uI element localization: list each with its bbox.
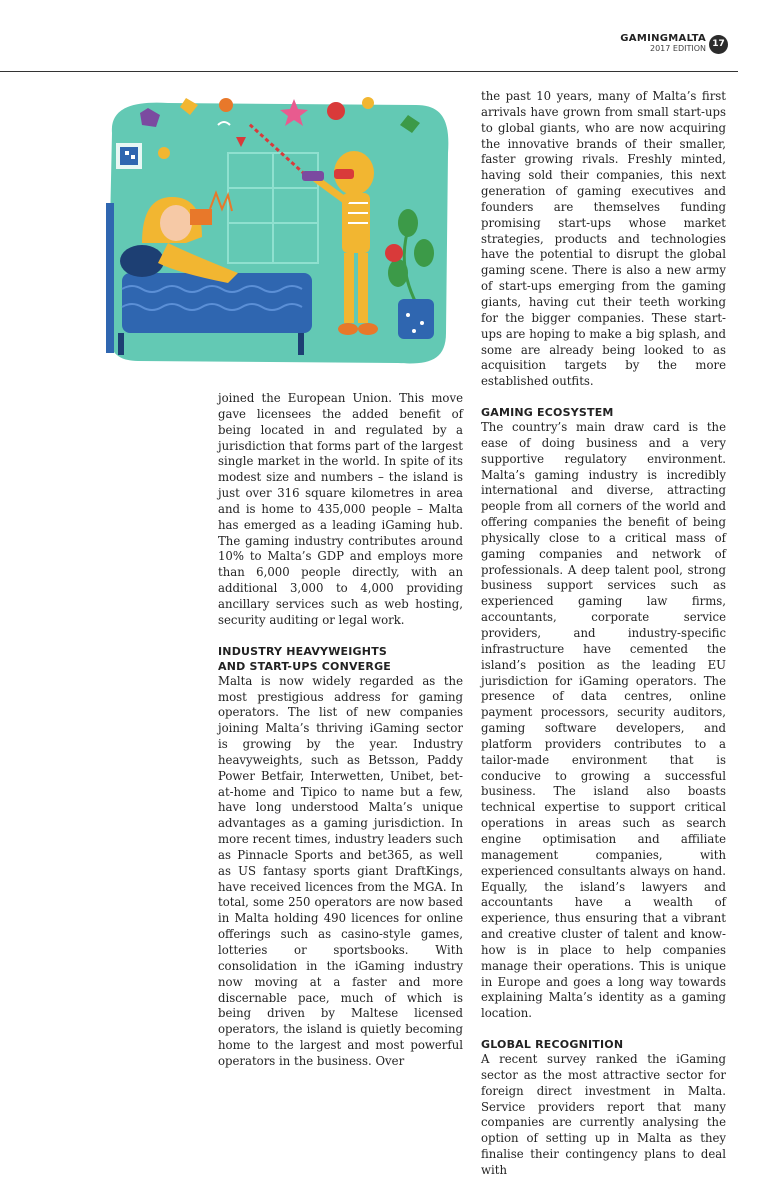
left-text-column bbox=[218, 391, 463, 1070]
right-paragraph-2: The country’s main draw card is the ease of doing business and a very supportive regulatory environment. Malta’s gaming industry is incredibly international and diverse, attracting people from all corners of the world and offering companies the benefit of being physically close to a critical mass of gaming companies and network of professionals. A deep talent pool, strong business support services such as experienced gaming law firms, accountants, corporate service providers, and industry-specific infrastructure have cemented the island’s position as the leading EU jurisdiction for iGaming operators. The presence of data centres, online payment processors, security auditors, gaming software developers, and platform providers contributes to a tailor-made environment that is conducive to growing a successful business. The island also boasts technical expertise to support critical operations in areas such as search engine optimisation and affiliate management companies, with experienced consultants always on hand. Equally, the island’s lawyers and accountants have a wealth of experience, thus ensuring that a vibrant and creative cluster of talent and know-how is in place to help companies manage their operations. This is unique in Europe and goes a long way towards explaining Malta’s identity as a gaming location. bbox=[481, 420, 726, 1021]
right-paragraph-1: the past 10 years, many of Malta’s first arrivals have grown from small start-ups to global giants, who are now acquiring the innovative brands of their smaller, faster growing rivals. Freshly minted, having sold their companies, this next generation of gaming executives and founders are themselves funding promising start-ups whose market strategies, products and technologies have the potential to disrupt the global gaming scene. There is also a new army of start-ups emerging from the gaming giants, having cut their teeth working for the bigger companies. These start-ups are hoping to make a big splash, and some are already being looked to as acquisition targets by the more established outfits. bbox=[481, 89, 726, 389]
heading-gaming-ecosystem: GAMING ECOSYSTEM bbox=[481, 406, 614, 420]
wall-game-icon bbox=[116, 143, 142, 169]
page-number-badge: 17 bbox=[709, 35, 728, 54]
page-header bbox=[0, 0, 768, 72]
heading-industry-line-2: AND START-UPS CONVERGE bbox=[218, 659, 392, 673]
bedroom-vr-illustration bbox=[98, 93, 458, 373]
brand-name: GAMINGMALTA bbox=[620, 33, 706, 44]
right-text-column bbox=[481, 89, 726, 1179]
left-paragraph-2: Malta is now widely regarded as the most prestigious address for gaming operators. The list of new companies joining Malta’s thriving iGaming sector is growing by the year. Industry heavyweights, such as Betsson, Paddy Power Betfair, Interwetten, Unibet, bet-at-home and Tipico to name but a few, have long understood Malta’s unique advantages as a gaming jurisdiction. In more recent times, industry leaders such as Pinnacle Sports and bet365, as well as US fantasy sports giant DraftKings, have received licences from the MGA. In total, some 250 operators are now based in Malta holding 490 licences for online offerings such as casino-style games, lotteries or sportsbooks. With consolidation in the iGaming industry now moving at a faster and more discernable pace, much of which is being driven by Maltese licensed operators, the island is quietly becoming home to the largest and most powerful operators in the business. Over bbox=[218, 673, 463, 1068]
left-paragraph-1: joined the European Union. This move gave licensees the added benefit of being located in and regulated by a jurisdiction that forms part of the largest single market in the world. In spite of its modest size and numbers – the island is just over 316 square kilometres in area and is home to 435,000 people – Malta has emerged as a leading iGaming hub. The gaming industry contributes around 10% to Malta’s GDP and employs more than 6,000 people directly, with an additional 3,000 to 4,000 providing ancillary services such as web hosting, security auditing or legal work. bbox=[218, 391, 463, 627]
header-rule bbox=[0, 71, 738, 72]
heading-industry-line-1: INDUSTRY HEAVYWEIGHTS bbox=[218, 644, 388, 658]
heading-global-recognition: GLOBAL RECOGNITION bbox=[481, 1038, 624, 1052]
edition-label: 2017 EDITION bbox=[649, 44, 706, 53]
right-paragraph-3: A recent survey ranked the iGaming sector as the most attractive sector for foreign direct investment in Malta. Service providers report that many companies are currently analysing the option of setting up in Malta as they finalise their contingency plans to deal with bbox=[481, 1052, 726, 1177]
magazine-brand bbox=[620, 33, 706, 54]
